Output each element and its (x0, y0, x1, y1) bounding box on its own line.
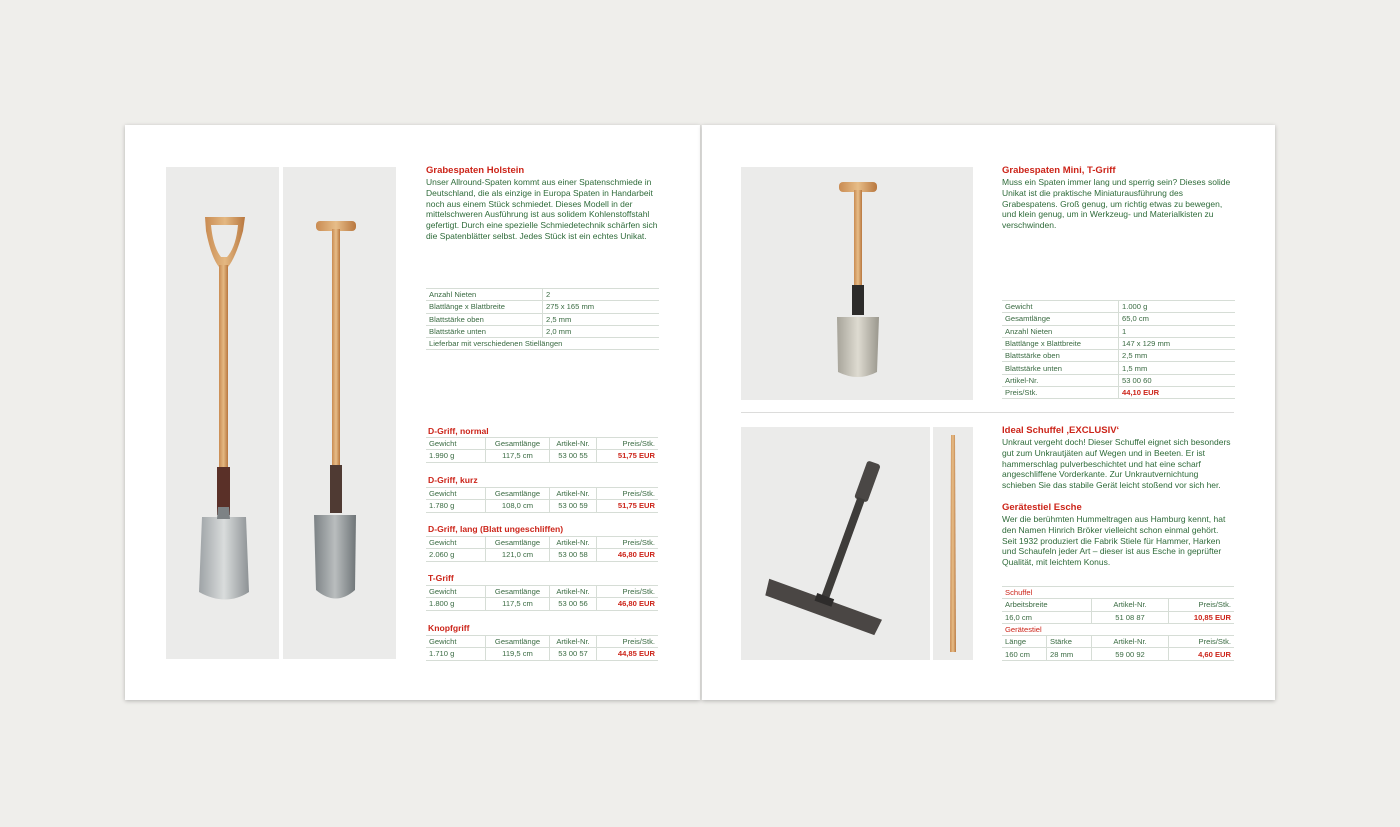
variant-length: 108,0 cm (486, 500, 550, 512)
product-description-schuffel: Unkraut vergeht doch! Dieser Schuffel eignet sich besonders gut zum Unkrautjäten auf Wegen und in Beeten. Er ist hammerschlag pulverbeschichtet und hat eine scharf angeschliffene Vorderkante. Zur Unkrautvernichtung schieben Sie das stabile Gerät leicht stoßend vor sich her. (1002, 437, 1231, 491)
header-weight: Gewicht (426, 537, 486, 549)
header-weight: Gewicht (426, 488, 486, 500)
variant-article: 53 00 57 (550, 648, 597, 660)
spec-key: Blattstärke oben (1002, 350, 1119, 362)
spec-key: Blattlänge x Blattbreite (426, 301, 543, 313)
variant-weight: 2.060 g (426, 549, 486, 561)
header-length: Länge (1002, 636, 1047, 648)
stiel-article: 59 00 92 (1092, 648, 1169, 660)
holstein-specs-table (426, 288, 659, 350)
spec-value: 1.000 g (1119, 301, 1236, 313)
spec-value: 53 00 60 (1119, 374, 1236, 386)
header-article: Artikel-Nr. (550, 438, 597, 450)
header-price: Preis/Stk. (597, 537, 659, 549)
stiel-thickness: 28 mm (1047, 648, 1092, 660)
mini-spade-photo (741, 167, 973, 400)
stiel-label: Gerätestiel (1002, 623, 1169, 635)
header-length: Gesamtlänge (486, 537, 550, 549)
variant-table (426, 536, 658, 562)
variant-table (426, 437, 658, 463)
header-length: Gesamtlänge (486, 438, 550, 450)
header-article: Artikel-Nr. (1092, 636, 1169, 648)
spec-value: 2,5 mm (1119, 350, 1236, 362)
spec-row (1002, 350, 1235, 362)
spec-value: 1,5 mm (1119, 362, 1236, 374)
header-length: Gesamtlänge (486, 586, 550, 598)
variant-length: 119,5 cm (486, 648, 550, 660)
spec-row (1002, 374, 1235, 386)
variant-title: D-Griff, normal (428, 426, 489, 436)
spec-value: 65,0 cm (1119, 313, 1236, 325)
header-weight: Gewicht (426, 438, 486, 450)
schuffel-photo (741, 427, 930, 660)
spade-t-grip-photo (283, 167, 396, 659)
variant-price: 51,75 EUR (597, 500, 659, 512)
schuffel-article: 51 08 87 (1092, 611, 1169, 623)
spec-row (1002, 313, 1235, 325)
variant-row (426, 598, 658, 610)
schuffel-label: Schuffel (1002, 587, 1169, 599)
spec-row (426, 325, 659, 337)
variant-header-row (426, 438, 658, 450)
variant-weight: 1.780 g (426, 500, 486, 512)
spec-row (1002, 337, 1235, 349)
spec-key: Blattlänge x Blattbreite (1002, 337, 1119, 349)
schuffel-header-row (1002, 599, 1234, 611)
variant-table (426, 585, 658, 611)
header-weight: Gewicht (426, 586, 486, 598)
variant-row (426, 500, 658, 512)
catalog-spread (125, 125, 1275, 700)
header-length: Gesamtlänge (486, 636, 550, 648)
variant-row (426, 450, 658, 462)
spec-row (426, 338, 659, 350)
spec-key: Preis/Stk. (1002, 387, 1119, 399)
variant-length: 121,0 cm (486, 549, 550, 561)
variant-title: D-Griff, kurz (428, 475, 478, 485)
header-price: Preis/Stk. (1169, 599, 1235, 611)
schuffel-price: 10,85 EUR (1169, 611, 1235, 623)
spec-key: Blattstärke unten (1002, 362, 1119, 374)
header-article: Artikel-Nr. (1092, 599, 1169, 611)
product-title-holstein: Grabespaten Holstein (426, 165, 525, 176)
stiel-header-row (1002, 636, 1234, 648)
variant-row (426, 648, 658, 660)
spec-value: 1 (1119, 325, 1236, 337)
header-article: Artikel-Nr. (550, 537, 597, 549)
spec-row (1002, 325, 1235, 337)
variant-header-row (426, 586, 658, 598)
ash-handle-photo (933, 427, 973, 660)
spec-key: Artikel-Nr. (1002, 374, 1119, 386)
product-description-holstein: Unser Allround-Spaten kommt aus einer Spatenschmiede in Deutschland, die als einzige in Europa Spaten in Handarbeit noch aus einem Stück schmiedet. Dieses Modell in der mittelschweren Ausführung ist aus solidem Kohlenstoffstahl gefertigt. Durch eine spezielle Schmiedetechnik schärfen sich die Spatenblätter selbst. Jedes Stück ist ein echtes Unikat. (426, 177, 658, 241)
variant-weight: 1.710 g (426, 648, 486, 660)
product-description-mini: Muss ein Spaten immer lang und sperrig sein? Dieses solide Unikat ist die praktische Miniaturausführung des Grabespatens. Groß genug, um richtig etwas zu bewegen, und klein genug, um in Werkzeug- und Materialkisten zu verschwinden. (1002, 177, 1231, 231)
product-description-stiel: Wer die berühmten Hummeltragen aus Hamburg kennt, hat den Namen Hinrich Bröker vielleicht schon einmal gehört. Seit 1932 produziert die Fabrik Stiele für Hammer, Harken und Schaufeln jeder Art – dieser ist aus Esche in geprüfter Qualität, mit leichtem Konus. (1002, 514, 1226, 568)
spec-key: Gewicht (1002, 301, 1119, 313)
stiel-price: 4,60 EUR (1169, 648, 1235, 660)
header-width: Arbeitsbreite (1002, 599, 1092, 611)
spec-key: Blattstärke unten (426, 325, 543, 337)
spec-value: 2,0 mm (543, 325, 660, 337)
product-title-mini: Grabespaten Mini, T-Griff (1002, 165, 1116, 176)
variant-weight: 1.990 g (426, 450, 486, 462)
section-divider (741, 412, 1234, 413)
spec-value: 275 x 165 mm (543, 301, 660, 313)
header-price: Preis/Stk. (1169, 636, 1235, 648)
header-thickness: Stärke (1047, 636, 1092, 648)
spade-d-grip-photo (166, 167, 279, 659)
schuffel-row (1002, 611, 1234, 623)
spec-value: 147 x 129 mm (1119, 337, 1236, 349)
spec-key: Gesamtlänge (1002, 313, 1119, 325)
variant-header-row (426, 488, 658, 500)
right-page (702, 125, 1275, 700)
variant-table (426, 635, 658, 661)
spec-note: Lieferbar mit verschiedenen Stiellängen (426, 338, 659, 350)
variant-price: 46,80 EUR (597, 598, 659, 610)
variant-article: 53 00 55 (550, 450, 597, 462)
spec-value: 2 (543, 289, 660, 301)
spec-row (426, 301, 659, 313)
variant-length: 117,5 cm (486, 598, 550, 610)
variant-article: 53 00 58 (550, 549, 597, 561)
mini-price: 44,10 EUR (1119, 387, 1236, 399)
spec-value: 2,5 mm (543, 313, 660, 325)
spec-key: Anzahl Nieten (1002, 325, 1119, 337)
header-price: Preis/Stk. (597, 488, 659, 500)
variant-weight: 1.800 g (426, 598, 486, 610)
spec-key: Anzahl Nieten (426, 289, 543, 301)
header-price: Preis/Stk. (597, 636, 659, 648)
variant-price: 44,85 EUR (597, 648, 659, 660)
variant-length: 117,5 cm (486, 450, 550, 462)
header-length: Gesamtlänge (486, 488, 550, 500)
spec-row (1002, 362, 1235, 374)
variant-row (426, 549, 658, 561)
spec-key: Blattstärke oben (426, 313, 543, 325)
spec-row (426, 289, 659, 301)
variant-title: T-Griff (428, 573, 454, 583)
header-article: Artikel-Nr. (550, 488, 597, 500)
header-article: Artikel-Nr. (550, 586, 597, 598)
product-title-schuffel: Ideal Schuffel ‚EXCLUSIV‘ (1002, 425, 1120, 436)
header-weight: Gewicht (426, 636, 486, 648)
variant-title: D-Griff, lang (Blatt ungeschliffen) (428, 524, 564, 534)
variant-article: 53 00 56 (550, 598, 597, 610)
variant-header-row (426, 537, 658, 549)
table-label-row (1002, 623, 1234, 635)
schuffel-width: 16,0 cm (1002, 611, 1092, 623)
header-price: Preis/Stk. (597, 586, 659, 598)
spec-row (1002, 387, 1235, 399)
stiel-length: 160 cm (1002, 648, 1047, 660)
product-title-stiel: Gerätestiel Esche (1002, 502, 1082, 513)
schuffel-price-table (1002, 586, 1234, 661)
variant-article: 53 00 59 (550, 500, 597, 512)
variant-title: Knopfgriff (428, 623, 470, 633)
spec-row (1002, 301, 1235, 313)
header-article: Artikel-Nr. (550, 636, 597, 648)
variant-price: 51,75 EUR (597, 450, 659, 462)
stiel-row (1002, 648, 1234, 660)
header-price: Preis/Stk. (597, 438, 659, 450)
left-page (125, 125, 700, 700)
variant-header-row (426, 636, 658, 648)
mini-specs-table (1002, 300, 1235, 399)
spec-row (426, 313, 659, 325)
variant-price: 46,80 EUR (597, 549, 659, 561)
variant-table (426, 487, 658, 513)
table-label-row (1002, 587, 1234, 599)
